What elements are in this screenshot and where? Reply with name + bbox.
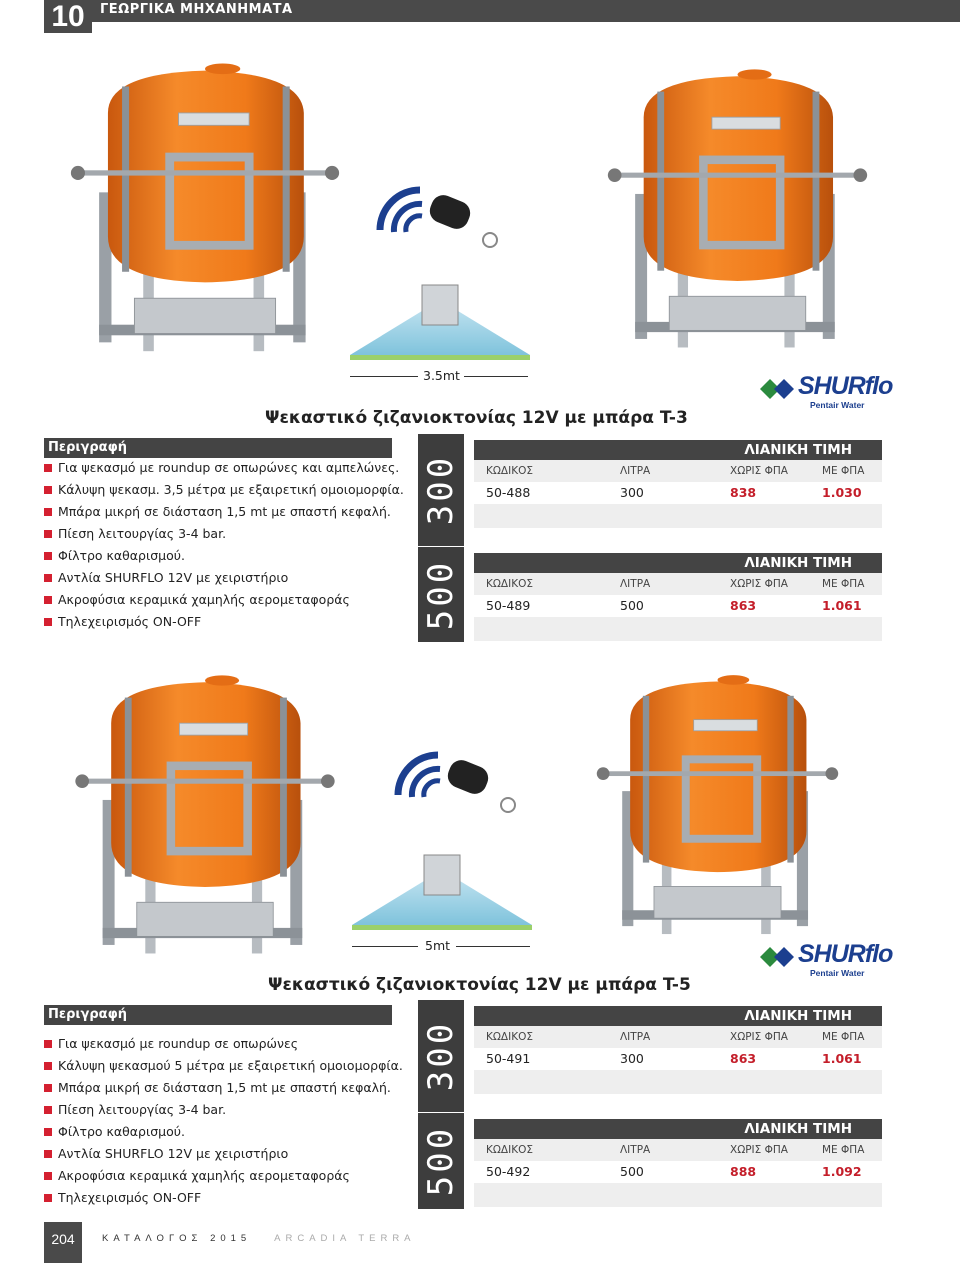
catalog-label: ΚΑΤΑΛΟΓΟΣ 2015 — [102, 1233, 252, 1244]
description-heading: Περιγραφή — [44, 438, 392, 458]
table-header-row: ΚΩΔΙΚΟΣ ΛΙΤΡΑ ΧΩΡΙΣ ΦΠΑ ΜΕ ΦΠΑ — [474, 1139, 882, 1161]
feature-item: Πίεση λειτουργίας 3-4 bar. — [44, 1099, 404, 1121]
table-row — [474, 595, 882, 617]
feature-item: Για ψεκασμό με roundup σε οπωρώνες και αμπελώνες. — [44, 457, 404, 479]
width-line-right — [460, 376, 528, 377]
litres: 500 — [620, 1164, 644, 1179]
product-code: 50-488 — [486, 485, 531, 500]
feature-item: Πίεση λειτουργίας 3-4 bar. — [44, 523, 404, 545]
width-line-left — [350, 376, 418, 377]
width-line-right — [456, 946, 530, 947]
width-line-left — [352, 946, 418, 947]
price-vat: 1.092 — [822, 1164, 862, 1179]
feature-item: Τηλεχειρισμός ON-OFF — [44, 611, 404, 633]
price-vat: 1.061 — [822, 1051, 862, 1066]
table-spacer — [474, 1070, 882, 1094]
product-title: Ψεκαστικό ζιζανιοκτονίας 12V με μπάρα T-3 — [265, 408, 688, 428]
feature-item: Μπάρα μικρή σε διάσταση 1,5 mt με σπαστή κεφαλή. — [44, 1077, 404, 1099]
chapter-number: 10 — [44, 0, 92, 33]
feature-item: Αντλία SHURFLO 12V με χειριστήριο — [44, 1143, 404, 1165]
price-header: ΛΙΑΝΙΚΗ ΤΙΜΗ — [474, 1006, 882, 1026]
table-row — [474, 1161, 882, 1183]
price-table — [474, 553, 882, 641]
price-no-vat: 838 — [730, 485, 757, 500]
feature-item: Ακροφύσια κεραμικά χαμηλής αερομεταφοράς — [44, 1165, 404, 1187]
product-code: 50-489 — [486, 598, 531, 613]
table-header-row: ΚΩΔΙΚΟΣ ΛΙΤΡΑ ΧΩΡΙΣ ΦΠΑ ΜΕ ΦΠΑ — [474, 573, 882, 595]
product-title: Ψεκαστικό ζιζανιοκτονίας 12V με μπάρα T-5 — [268, 975, 691, 995]
price-vat: 1.061 — [822, 598, 862, 613]
table-header-row: ΚΩΔΙΚΟΣ ΛΙΤΡΑ ΧΩΡΙΣ ΦΠΑ ΜΕ ΦΠΑ — [474, 460, 882, 482]
price-no-vat: 863 — [730, 598, 757, 613]
price-no-vat: 863 — [730, 1051, 757, 1066]
feature-item: Για ψεκασμό με roundup σε οπωρώνες — [44, 1033, 404, 1055]
capacity-label-300: 300 — [418, 434, 464, 546]
description-heading: Περιγραφή — [44, 1005, 392, 1025]
price-table — [474, 1006, 882, 1094]
feature-list — [44, 457, 404, 633]
table-spacer — [474, 617, 882, 641]
table-spacer — [474, 504, 882, 528]
price-no-vat: 888 — [730, 1164, 757, 1179]
litres: 300 — [620, 485, 644, 500]
table-header-row: ΚΩΔΙΚΟΣ ΛΙΤΡΑ ΧΩΡΙΣ ΦΠΑ ΜΕ ΦΠΑ — [474, 1026, 882, 1048]
table-row — [474, 1048, 882, 1070]
price-table — [474, 440, 882, 528]
price-header: ΛΙΑΝΙΚΗ ΤΙΜΗ — [474, 1119, 882, 1139]
feature-item: Μπάρα μικρή σε διάσταση 1,5 mt με σπαστή κεφαλή. — [44, 501, 404, 523]
sprayer-photo-t5-300 — [40, 672, 370, 962]
spray-width-label: 5mt — [421, 938, 454, 953]
capacity-label-300: 300 — [418, 1000, 464, 1112]
sprayer-photo-t5-500 — [535, 672, 900, 942]
shurflo-mark-icon — [760, 374, 796, 404]
price-header: ΛΙΑΝΙΚΗ ΤΙΜΗ — [474, 440, 882, 460]
feature-list — [44, 1033, 404, 1209]
price-vat: 1.030 — [822, 485, 862, 500]
spray-pattern-diagram — [352, 850, 532, 930]
remote-control-icon — [360, 170, 510, 260]
feature-item: Κάλυψη ψεκασμ. 3,5 μέτρα με εξαιρετική ομοιομορφία. — [44, 479, 404, 501]
shurflo-logo — [760, 370, 893, 414]
price-header: ΛΙΑΝΙΚΗ ΤΙΜΗ — [474, 553, 882, 573]
page-number: 204 — [44, 1222, 82, 1263]
spray-pattern-diagram — [350, 280, 530, 360]
table-row — [474, 482, 882, 504]
product-code: 50-492 — [486, 1164, 531, 1179]
feature-item: Φίλτρο καθαρισμού. — [44, 1121, 404, 1143]
capacity-label-500: 500 — [418, 547, 464, 642]
capacity-label-500: 500 — [418, 1113, 464, 1209]
brand-name: SHURflo — [798, 372, 893, 400]
sprayer-photo-t3-300 — [40, 60, 370, 360]
product-code: 50-491 — [486, 1051, 531, 1066]
table-spacer — [474, 1183, 882, 1207]
footer-caption — [102, 1233, 416, 1244]
feature-item: Φίλτρο καθαρισμού. — [44, 545, 404, 567]
price-table — [474, 1119, 882, 1207]
spray-width-label: 3.5mt — [419, 368, 464, 383]
section-title: ΓΕΩΡΓΙΚΑ ΜΗΧΑΝΗΜΑΤΑ — [100, 2, 293, 17]
litres: 300 — [620, 1051, 644, 1066]
company-label: ARCADIA TERRA — [274, 1233, 416, 1244]
shurflo-logo — [760, 938, 893, 982]
remote-control-icon — [378, 735, 528, 825]
sprayer-photo-t3-500 — [565, 66, 910, 356]
shurflo-mark-icon — [760, 942, 796, 972]
brand-sub: Pentair Water — [810, 400, 865, 410]
feature-item: Κάλυψη ψεκασμού 5 μέτρα με εξαιρετική ομοιομορφία. — [44, 1055, 404, 1077]
litres: 500 — [620, 598, 644, 613]
feature-item: Αντλία SHURFLO 12V με χειριστήριο — [44, 567, 404, 589]
feature-item: Ακροφύσια κεραμικά χαμηλής αερομεταφοράς — [44, 589, 404, 611]
brand-sub: Pentair Water — [810, 968, 865, 978]
brand-name: SHURflo — [798, 940, 893, 968]
feature-item: Τηλεχειρισμός ON-OFF — [44, 1187, 404, 1209]
